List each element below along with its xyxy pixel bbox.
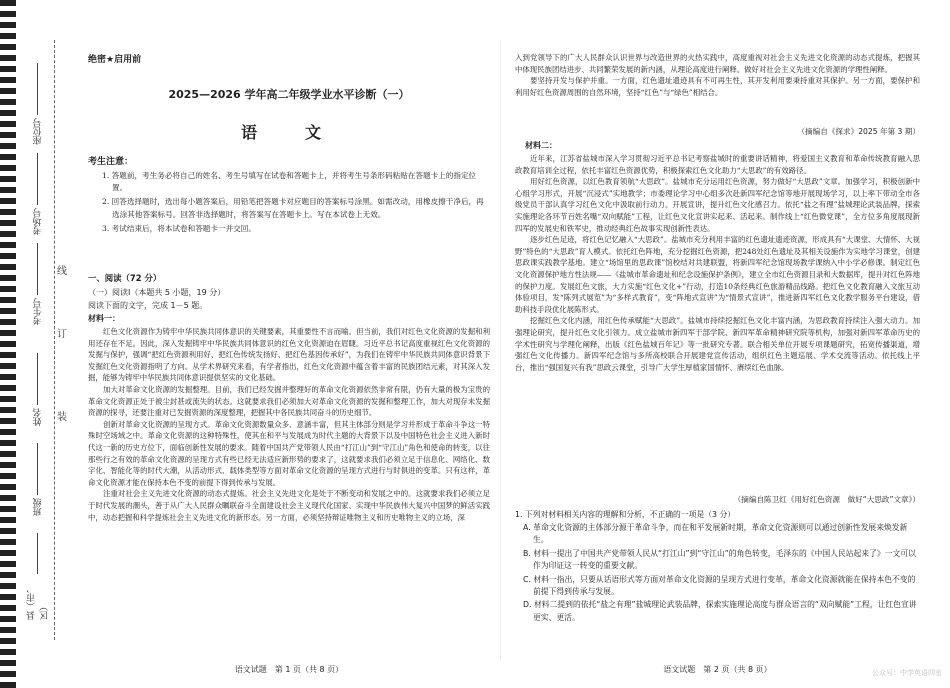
notice-item: 1. 答题前，考生务必将自己的姓名、考生号填写在试卷和答题卡上，并将考生号条形码粘贴在答题卡上的指定位置。 xyxy=(102,171,477,193)
question-options xyxy=(523,522,920,625)
source-citation: （摘编自陈卫红《用好红色资源 做好“大思政”文章》） xyxy=(733,495,920,504)
binding-line xyxy=(54,40,69,640)
paragraph: 红色文化资源作为铸牢中华民族共同体意识的关键要素，其重要性不言而喻。但当前，我们对红色文化资源的发掘和利用还存在不足。因此，深入发掘铸牢中华民族共同体意识的红色文化资源迫在眉睫。习近平总书记高度重视红色文化资源的发掘与保护，强调“把红色资源利用好、把红色传统发扬好、把红色基因传承好”，为我们在铸牢中华民族共同体意识背景下发掘红色文化资源指明了方向。从学术界研究来看，有学者指出，红色文化资源中蕴含着丰富的民族团结元素，对其深入发掘，能够为铸牢中华民族共同体意识提供坚实的文化基础。 xyxy=(88,327,490,383)
page-footer: 语文试题 第 2 页（共 8 页） xyxy=(663,665,772,674)
subject-title: 语 文 xyxy=(240,123,337,142)
paragraph: 加大对革命文化资源的发掘整理。目前，我们已经发掘并整理好的革命文化资源依然非常有限，仍有大量的极为宝贵的革命文化资源正处于被尘封甚或流失的状态。这就要求我们必须加大对革命文化资源的发掘和整理工作，加大对现存未发掘资源的探寻，还要注重对已发掘资源的深度整理，把握其中各民族共同奋斗的历史细节。 xyxy=(88,384,490,418)
option-a: A. 革命文化资源的主体部分源于革命斗争，而在和平发展新时期，革命文化资源则可以通过创新性发展来焕发新生。 xyxy=(523,523,908,545)
confidential-label: 绝密★启用前 xyxy=(88,55,142,65)
notice-title: 考生注意： xyxy=(88,157,134,167)
section-title: 一、阅读（72 分） xyxy=(88,273,162,283)
candidate-number-field: 考生号 xyxy=(28,240,48,325)
material-two-label: 材料二： xyxy=(525,141,557,150)
binding-mark-bind: 装 xyxy=(57,408,67,423)
paragraph: 入到党领导下的广大人民群众认识世界与改造世界的火热实践中，高度重视对社会主义先进文化资源的动态式提炼，把握其中体现民族团结进步、共同繁荣发展的新内涵，从理论高度进行阐释。做好对社会主义先进文化资源的学理性阐释。 xyxy=(515,53,920,74)
binding-mark-staple: 订 xyxy=(57,325,67,340)
paragraph: 要坚持开发与保护并重。一方面，红色遗址遗迹具有不可再生性，其开发利用要秉持重对其保护。另一方面，要保护和利用好红色资源周围的自然环境，坚持“红色”与“绿色”相结合。 xyxy=(515,76,920,97)
paragraph: 创新对革命文化资源的呈现方式。革命文化资源数量众多、意涵丰富，但其主体部分则是学习并形成于革命斗争这一特殊时空场域之中。革命文化资源的这种特殊性，使其在和平与发展成为时代主题的大背景下以及中国特色社会主义进入新时代这一新的历史方位下，面临创新性发展的要求。随着中国共产党带领人民由“打江山”到“守江山”角色和使命的转变，以往那些行之有效的革命文化资源的呈现方式有些已经无法适应新形势的要求了，这就要求我们必须立足于信息化、网络化、数字化、智能化等的时代大潮，从活动形式、载体类型等方面对革命文化资源的呈现方式进行与时俱进的变革。只有这样，革命文化资源才能在保持本色不变的前提下得到传承与发展。 xyxy=(88,419,490,487)
notice-item: 2. 回答选择题时，选出每小题答案后，用铅笔把答题卡对应题目的答案标号涂黑。如需改动，用橡皮擦干净后，再选涂其他答案标号。回答非选择题时，将答案写在答题卡上。写在本试卷上无效。 xyxy=(102,197,484,219)
watermark-text: 公众号：中学英语四室 xyxy=(872,669,942,677)
seat-number-field: 座位号 xyxy=(28,60,48,145)
paragraph: 注重对社会主义先进文化资源的动态式提炼。社会主义先进文化是处于不断变动和发展之中的。这就要求我们必须立足于时代发展的潮头，善于从广大人民群众瞩联奋斗全面建设社会主义现代化国家、实现中华民族伟大复兴中国梦的鲜活实践中，动态把握和科学提炼社会主义先进文化的新形态。另一方面，必须坚持辩证唯物主义和历史唯物主义的立场，深 xyxy=(88,489,490,522)
binding-stripe xyxy=(0,0,26,688)
page-footer: 语文试题 第 1 页（共 8 页） xyxy=(234,665,344,674)
exam-room-field: 考场号 xyxy=(28,150,48,235)
material-two-text xyxy=(515,153,920,373)
paragraph: 挖掘红色文化内涵，用红色传承赋能“大思政”。盐城市持续挖掘红色文化丰富内涵，为思政教育持续注入强大动力。加强理论研究，提升红色文化引领力。成立盐城市新四军干部学院、新四军革命精神研究院等机构，加强对新四军革命历史的学术性研究与学理化阐释，出版《红色盐城百年记》等一批研究专著。联合相关单位开展专项课题研究，拓宽传播渠道，增强红色文化传播力。新四军纪念馆与多所高校联合开展建党宣传活动，组织红色主题巡展、学术交流等活动。依托线上平台，推出“强国复兴有我”思政云课堂，引导广大学生厚植家国情怀、赓续红色血脉。 xyxy=(515,316,920,372)
option-d: D. 材料二提到的依托“盐之有理”盐城理论武装品牌，探索实施理论高度与群众语言的“双向赋能”工程，让红色宣讲更实、更活。 xyxy=(523,600,917,622)
option-b: B. 材料一提出了中国共产党带领人民从“打江山”到“守江山”的角色转变，毛泽东的《中国人民站起来了》一文可以作为印证这一转变的重要文献。 xyxy=(523,548,916,571)
option-c: C. 材料一指出，只要从话语形式等方面对革命文化资源的呈现方式进行变革，革命文化资源就能在保持本色不变的前提下得到传承与发展。 xyxy=(523,574,916,597)
reading-instruction: 阅读下面的文字，完成 1－5 题。 xyxy=(88,301,208,310)
binding-mark-line: 线 xyxy=(57,262,67,277)
paragraph: 用好红色资源，以红色教育领航“大思政”。盐城市充分运用红色资源，努力做好“大思政”文章。加强学习，积极创新中心组学习形式，开展“沉浸式”实地教学；市委理论学习中心组多次赴新四军纪念馆等地开展现场学习，以上率下带动全市各级党员干部认真学习红色文化中汲取前行动力。开展宣讲，提升红色文化感召力。依托“盐之有理”盐城理论武装品牌，探索实施理论各环节百姓名嘴“双向赋能”工程，让红色文化宣讲实起来、活起来。制作线上“红色微党课”，全方位多角度展现新四军的发展史和铁军史，推动经典红色故事实现创新性表达。 xyxy=(515,177,920,233)
exam-title: 2025—2026 学年高二年级学业水平诊断（一） xyxy=(168,88,410,101)
class-field: 班级 xyxy=(28,440,48,516)
paragraph: 逐步红色足迹，将红色记忆融入“大思政”。盐城市充分利用丰富的红色遗址遗迹资源，形成具有“大课堂、大情怀、大视野”特色的“大思政”育人模式。依托红色阵地，充分挖掘红色资源，把248处红色遗址及其相关设施作为实地学习课堂，创建思政课实践教学基地。建立“场馆里的思政课”馆校结对共建联盟，将新四军纪念馆现场教学课纳入中小学必修课。制定红色文化资源保护地方性法规——《盐城市革命遗址和纪念设施保护条例》，建立全市红色资源目录和大数据库，提升对红色阵地的保护力度。发展红色文旅，大力实施“红色文化+”行动，打造10条经典红色旅游精品线路。把红色文化教育融入文旅互动体验项目，发“陈列式展览”为“多样式教育”，变“阵地式宣讲”为“情景式宣讲”，推进新四军红色文化教学服务平台建设，借助科技手段优化展陈形式。 xyxy=(515,235,920,314)
material-one-continuation xyxy=(515,52,920,98)
notice-item: 3. 考试结束后，将本试卷和答题卡一并交回。 xyxy=(102,223,256,233)
notice-list xyxy=(102,170,490,237)
county-field: 县（市、区） xyxy=(28,530,48,620)
source-citation: （摘编自《探求》2025 年第 3 期） xyxy=(797,127,920,136)
name-field: 姓名 xyxy=(28,350,48,426)
question-stem: 1. 下列对材料相关内容的理解和分析，不正确的一项是（3 分） xyxy=(515,510,736,519)
subsection-title: （一）阅读Ⅰ（本题共 5 小题，19 分） xyxy=(88,288,226,297)
candidate-info-fields xyxy=(28,60,48,620)
material-one-text xyxy=(88,326,490,523)
right-page xyxy=(515,0,920,688)
page-divider xyxy=(500,40,501,660)
paragraph: 近年来，江苏省盐城市深入学习贯彻习近平总书记考察盐城时的重要讲话精神，将爱国主义教育和革命传统教育融入思政教育培训全过程，依托丰富红色资源优势，积极探索红色文化助力“大思政”的有效路径。 xyxy=(515,154,920,175)
material-one-label: 材料一： xyxy=(88,314,120,323)
left-page xyxy=(88,0,490,688)
